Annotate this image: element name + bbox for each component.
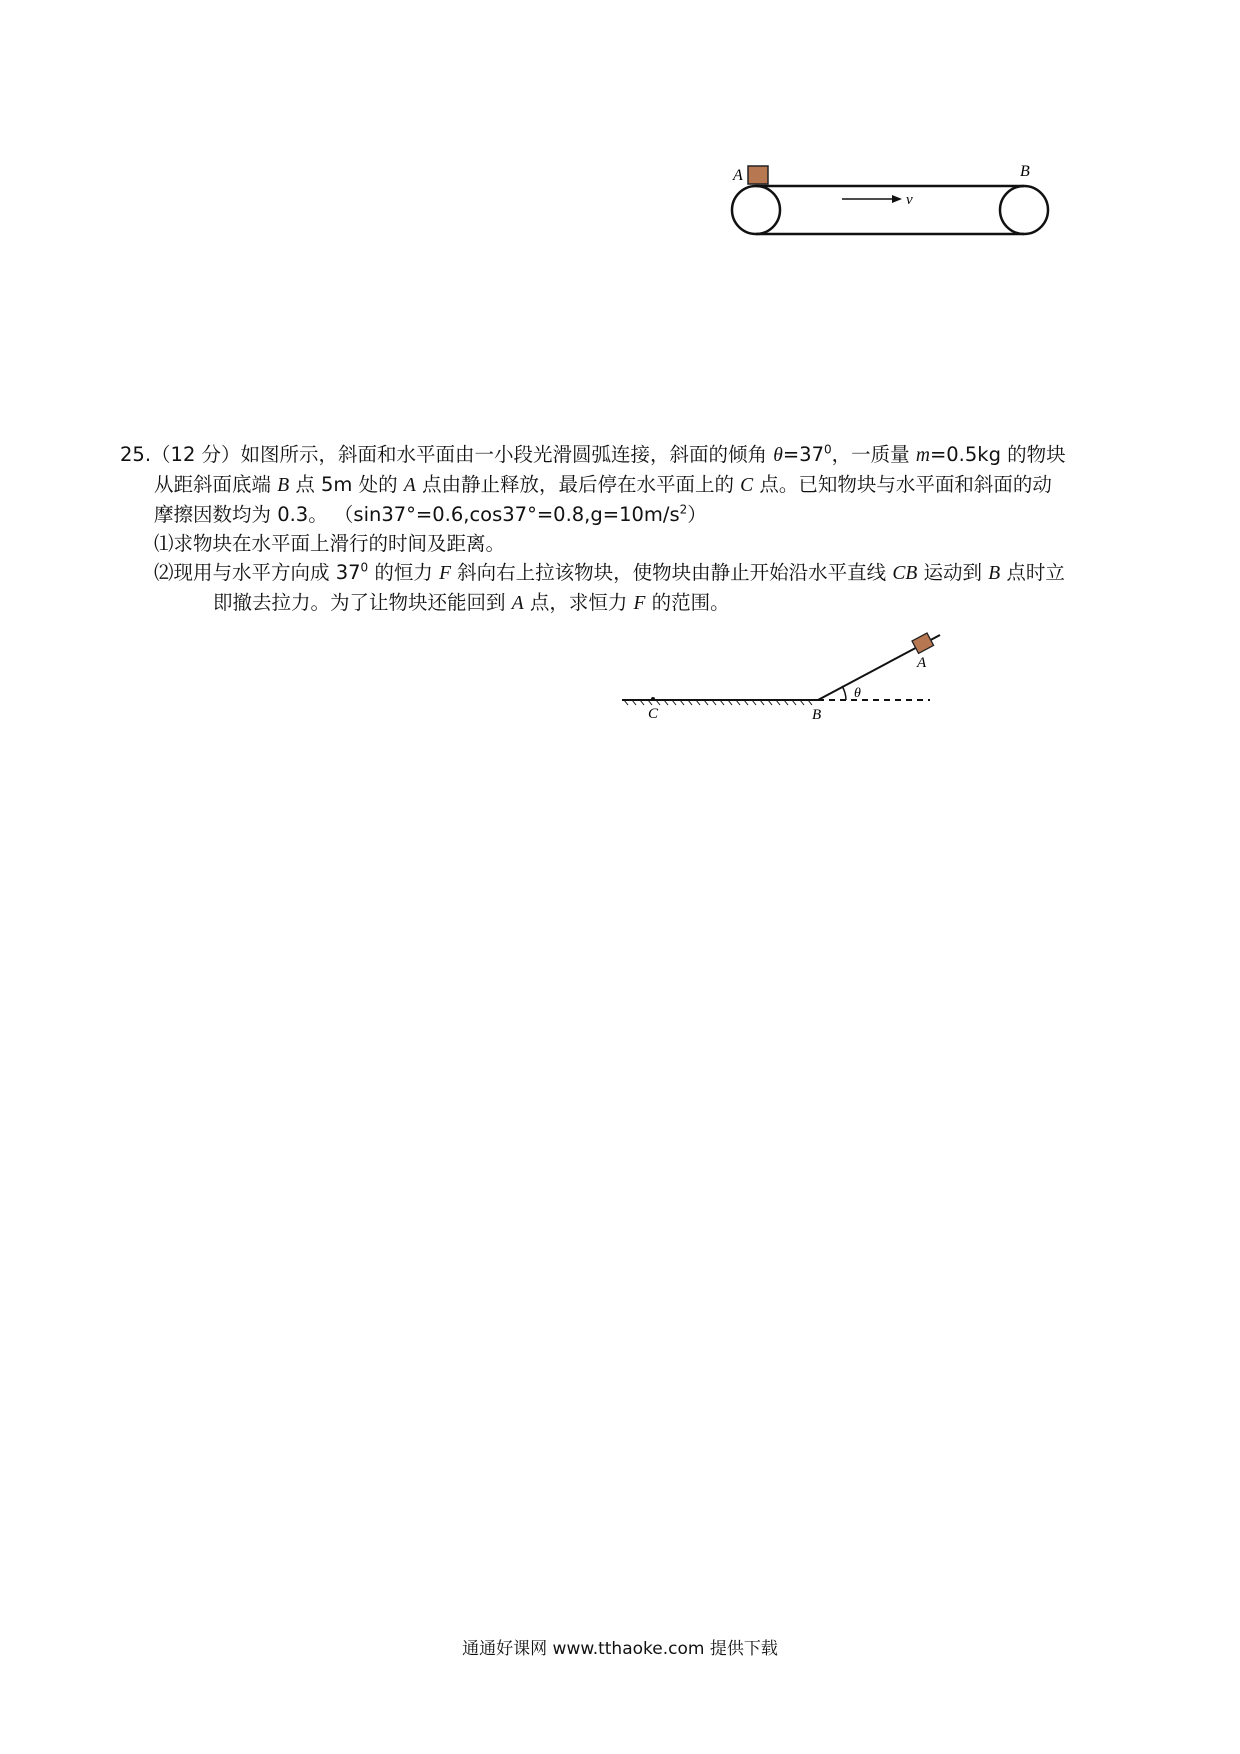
theta-arc bbox=[842, 686, 846, 700]
point-c bbox=[651, 697, 655, 701]
question-line-2: 从距斜面底端 B 点 5m 处的 A 点由静止释放，最后停在水平面上的 C 点。已知物块与水平面和斜面的动 bbox=[154, 473, 1052, 496]
block-on-incline bbox=[912, 633, 934, 653]
question-25 bbox=[120, 440, 1140, 618]
velocity-label: v bbox=[906, 192, 913, 208]
label-theta: θ bbox=[854, 686, 861, 701]
label-a: A bbox=[733, 167, 743, 184]
label-b: B bbox=[812, 707, 822, 723]
right-pulley bbox=[1000, 186, 1048, 234]
page-footer: 通通好课网 www.tthaoke.com 提供下载 bbox=[462, 1639, 778, 1659]
question-part-1: ⑴求物块在水平面上滑行的时间及距离。 bbox=[154, 532, 506, 555]
question-part-2-cont: 即撤去拉力。为了让物块还能回到 A 点，求恒力 F 的范围。 bbox=[213, 591, 730, 614]
incline-figure bbox=[620, 625, 950, 725]
velocity-arrowhead bbox=[892, 195, 902, 203]
question-line-3: 摩擦因数均为 0.3。 $(\sin 37^\circ=0.6,\cos 37^\circ=0.8,g=10m/s^2)$ bbox=[154, 502, 707, 526]
label-a: A bbox=[917, 655, 927, 671]
block-a bbox=[748, 166, 768, 184]
left-pulley bbox=[732, 186, 780, 234]
label-c: C bbox=[648, 706, 659, 722]
conveyor-belt-figure bbox=[730, 160, 1070, 250]
label-b: B bbox=[1020, 163, 1030, 180]
question-line-1: 25.（12 分）如图所示，斜面和水平面由一小段光滑圆弧连接，斜面的倾角 $\theta=37^0$，一质量 m=0.5kg 的物块 bbox=[120, 442, 1066, 466]
question-part-2: ⑵现用与水平方向成 $37^0$ 的恒力 F 斜向右上拉该物块，使物块由静止开始沿水平直线 CB 运动到 B 点时立 bbox=[154, 560, 1065, 584]
